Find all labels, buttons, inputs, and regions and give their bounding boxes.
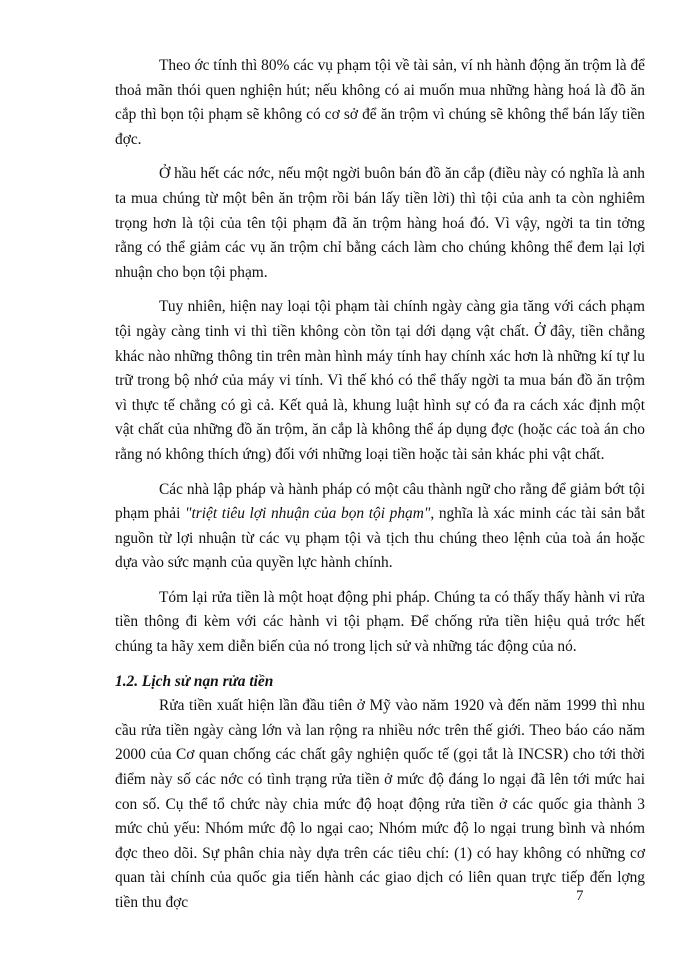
page-number: 7 (576, 888, 584, 904)
paragraph-2: Ở hầu hết các nớc, nếu một ngời buôn bán đồ ăn cắp (điều này có nghĩa là anh ta mua chúng từ một bên ăn trộm rồi bán lấy tiền lời) thì tội của anh ta còn nghiêm trọng hơn là tội của tên tội phạm đã ăn trộm hàng hoá đó. Vì vậy, ngời ta tin tởng rằng có thể giảm các vụ ăn trộm chỉ bằng cách làm cho chúng không thể đem lại lợi nhuận cho bọn tội phạm. (115, 165, 645, 281)
section-paragraph: Rửa tiền xuất hiện lần đầu tiên ở Mỹ vào năm 1920 và đến năm 1999 thì nhu cầu rửa tiền ngày càng lớn và lan rộng ra nhiều nớc trên thế giới. Theo báo cáo năm 2000 của Cơ quan chống các chất gây nghiện quốc tế (gọi tắt là INCSR) cho tới thời điểm này số các nớc có tình trạng rửa tiền ở mức độ đáng lo ngại đã lên tới mức hai con số. Cụ thể tổ chức này chia mức độ hoạt động rửa tiền ở các quốc gia thành 3 mức chủ yếu: Nhóm mức độ lo ngại cao; Nhóm mức độ lo ngại trung bình và nhóm đợc theo dõi. Sự phân chia này dựa trên các tiêu chí: (1) có hay không có những cơ quan tài chính của quốc gia tiến hành các giao dịch có liên quan trực tiếp đến lợng tiền thu đợc (115, 697, 645, 911)
paragraph-4-text-before: Các nhà lập pháp và hành pháp có một câu thành ngữ cho rằng để giảm bớt tội phạm phải (115, 480, 645, 523)
page-body (115, 54, 645, 926)
paragraph-4-italic-quote: "triệt tiêu lợi nhuận của bọn tội phạm" (185, 505, 431, 523)
paragraph-4-text-after: , nghĩa là xác minh các tài sản bắt nguồn từ lợi nhuận từ các vụ phạm tội và tịch thu chúng theo lệnh của toà án hoặc dựa vào sức mạnh của quyền lực hành chính. (115, 505, 645, 572)
paragraph-4 (115, 478, 645, 576)
section-heading: 1.2. Lịch sử nạn rửa tiền (115, 672, 274, 690)
paragraph-3: Tuy nhiên, hiện nay loại tội phạm tài chính ngày càng gia tăng với cách phạm tội ngày càng tinh vi thì tiền không còn tồn tại dới dạng vật chất. Ở đây, tiền chẳng khác nào những thông tin trên màn hình máy tính hay chính xác hơn là những kí tự lu trữ trong bộ nhớ của máy vi tính. Vì thế khó có thể thấy ngời ta mua bán đồ ăn trộm vì thực tế chẳng có gì cả. Kết quả là, khung luật hình sự có đa ra cách xác định một vật chất của những đồ ăn trộm, ăn cắp là không thể áp dụng đợc (hoặc các toà án cho rằng nó không thích ứng) đối với những loại tiền hoặc tài sản khác phi vật chất. (115, 298, 645, 463)
paragraph-5: Tóm lại rửa tiền là một hoạt động phi pháp. Chúng ta có thấy thấy hành vi rửa tiền thông đi kèm với các hành vi tội phạm. Để chống rửa tiền hiệu quả trớc hết chúng ta hãy xem diễn biến của nó trong lịch sử và những tác động của nó. (115, 588, 645, 656)
paragraph-1: Theo ớc tính thì 80% các vụ phạm tội về tài sản, ví nh hành động ăn trộm là để thoả mãn thói quen nghiện hút; nếu không có ai muốn mua những hàng hoá là đồ ăn cắp thì bọn tội phạm sẽ không có cơ sở để ăn trộm vì chúng sẽ không thể bán lấy tiền đợc. (115, 57, 645, 148)
